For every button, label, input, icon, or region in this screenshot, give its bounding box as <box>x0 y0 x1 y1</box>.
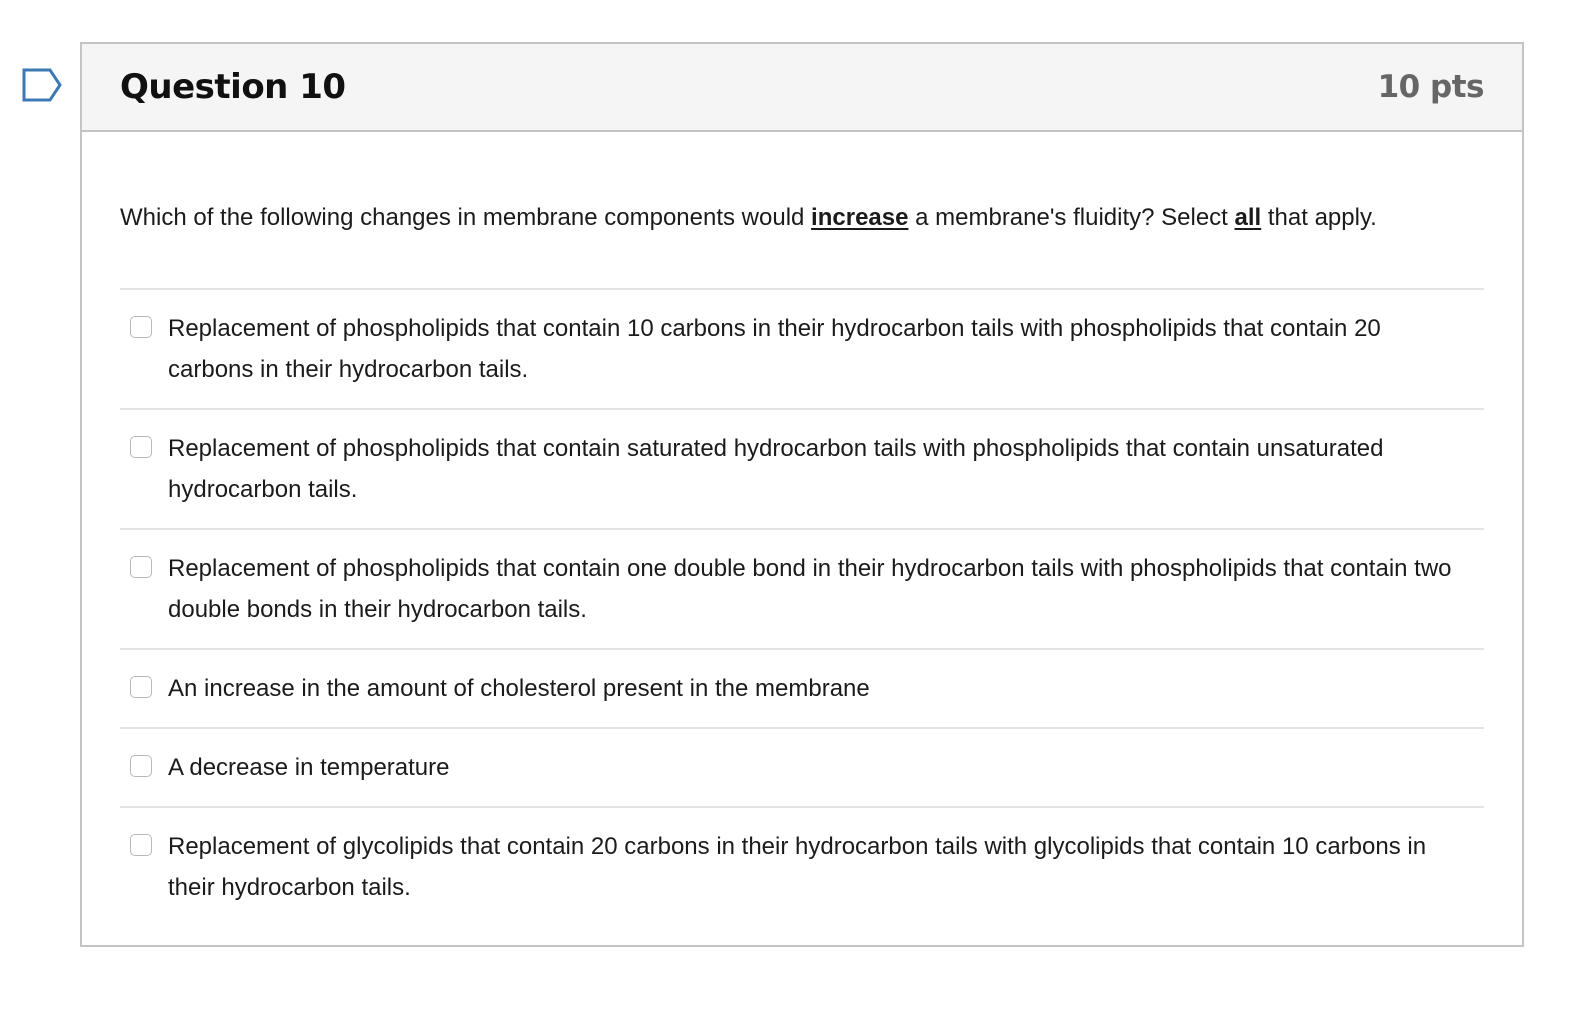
answer-option[interactable] <box>120 650 1484 729</box>
checkbox-icon[interactable] <box>130 676 152 698</box>
prompt-text: Which of the following changes in membrane components would <box>120 204 812 231</box>
prompt-emphasis-all: all <box>1234 204 1262 231</box>
answer-option[interactable] <box>120 290 1484 410</box>
answer-option[interactable] <box>120 808 1484 926</box>
prompt-text: that apply. <box>1261 204 1377 231</box>
answer-label[interactable]: A decrease in temperature <box>168 754 450 781</box>
answer-label[interactable]: Replacement of phospholipids that contain one double bond in their hydrocarbon tails with phospholipids that contain two double bonds in their hydrocarbon tails. <box>168 555 1452 623</box>
checkbox-icon[interactable] <box>130 556 152 578</box>
checkbox-icon[interactable] <box>130 436 152 458</box>
answer-option[interactable] <box>120 530 1484 650</box>
answer-option[interactable] <box>120 729 1484 808</box>
checkbox-icon[interactable] <box>130 834 152 856</box>
checkbox-icon[interactable] <box>130 755 152 777</box>
answer-label[interactable]: An increase in the amount of cholesterol present in the membrane <box>168 675 870 702</box>
question-card <box>80 42 1524 947</box>
question-title: Question 10 <box>120 67 346 107</box>
answer-label[interactable]: Replacement of phospholipids that contain 10 carbons in their hydrocarbon tails with phospholipids that contain 20 carbons in their hydrocarbon tails. <box>168 315 1381 383</box>
prompt-emphasis-increase: increase <box>811 204 909 231</box>
prompt-text: a membrane's fluidity? Select <box>908 204 1235 231</box>
answer-option[interactable] <box>120 410 1484 530</box>
answer-list <box>120 290 1484 926</box>
answer-label[interactable]: Replacement of glycolipids that contain 20 carbons in their hydrocarbon tails with glycolipids that contain 10 carbons in their hydrocarbon tails. <box>168 833 1427 901</box>
question-points: 10 pts <box>1377 69 1484 105</box>
question-body <box>82 202 1522 926</box>
checkbox-icon[interactable] <box>130 316 152 338</box>
question-prompt <box>120 202 1484 290</box>
question-header <box>82 44 1522 132</box>
answer-label[interactable]: Replacement of phospholipids that contain saturated hydrocarbon tails with phospholipids that contain unsaturated hydrocarbon tails. <box>168 435 1384 503</box>
flag-question-icon[interactable] <box>22 68 62 102</box>
